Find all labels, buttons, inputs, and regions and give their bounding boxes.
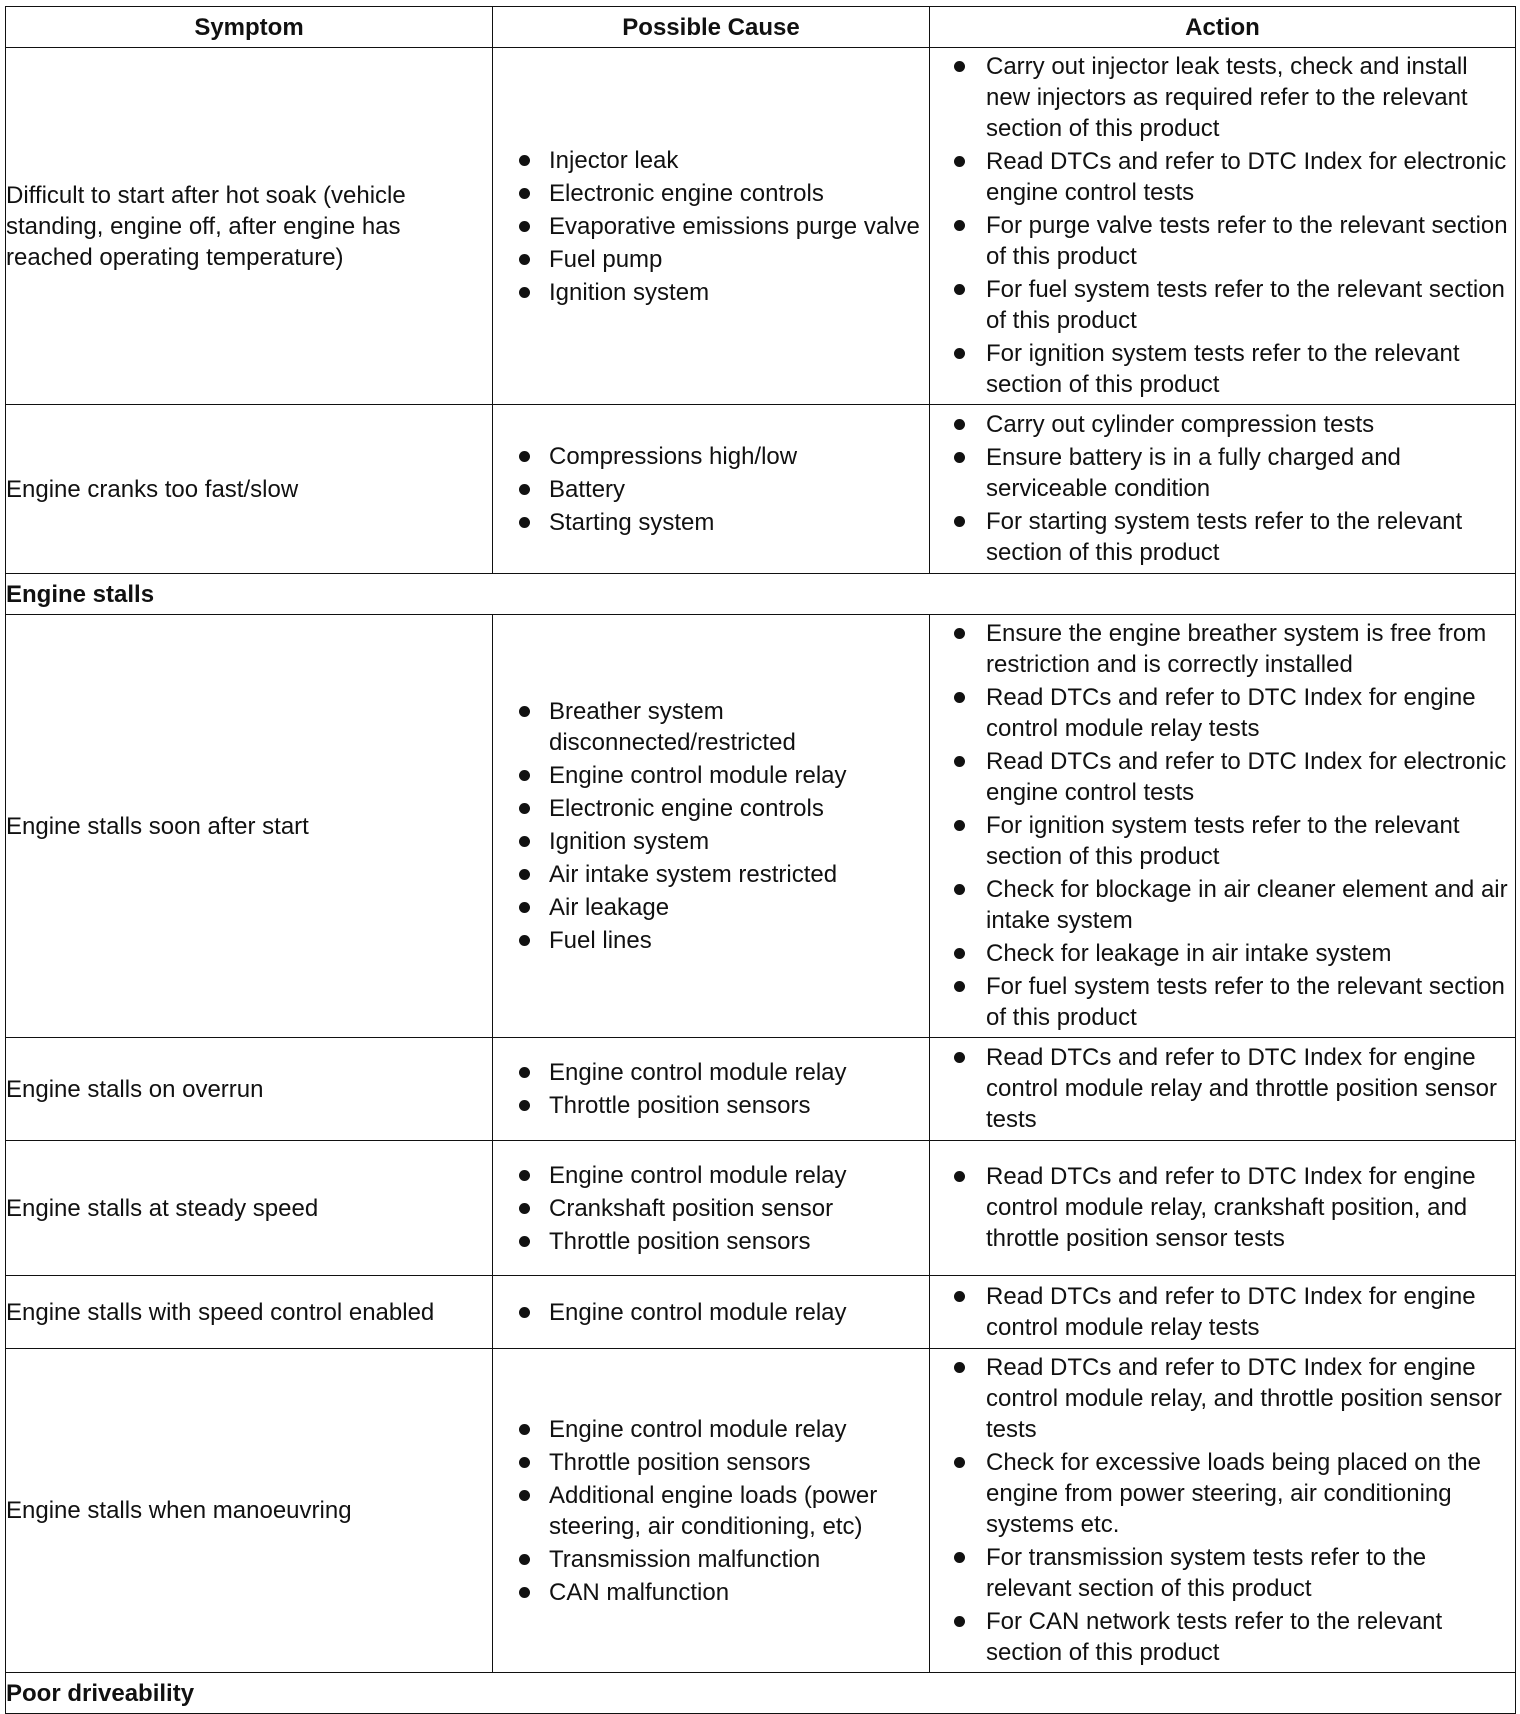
cause-list [493,435,929,544]
section-heading-poor-driveability: Poor driveability [6,1673,1516,1714]
action-item: For fuel system tests refer to the relevant section of this product [930,274,1515,336]
cause-item: Engine control module relay [493,1160,929,1191]
action-cell [930,1349,1516,1673]
action-item: Read DTCs and refer to DTC Index for engine control module relay tests [930,682,1515,744]
cause-item: Fuel pump [493,244,929,275]
action-item: Read DTCs and refer to DTC Index for engine control module relay, crankshaft position, and throttle position sensor tests [930,1161,1515,1254]
table-row [6,1141,1516,1276]
cause-item: Engine control module relay [493,760,929,791]
action-item: For purge valve tests refer to the relevant section of this product [930,210,1515,272]
section-row [6,1673,1516,1714]
cause-cell [493,1038,930,1141]
symptom-cell: Difficult to start after hot soak (vehicle standing, engine off, after engine has reached operating temperature) [6,48,493,405]
cause-item: Fuel lines [493,925,929,956]
action-cell [930,1038,1516,1141]
section-heading-engine-stalls: Engine stalls [6,574,1516,615]
cause-item: Breather system disconnected/restricted [493,696,929,758]
cause-item: Battery [493,474,929,505]
cause-item: Electronic engine controls [493,793,929,824]
cause-list [493,139,929,314]
action-list [930,48,1515,404]
action-cell [930,1276,1516,1349]
cause-item: Additional engine loads (power steering, air conditioning, etc) [493,1480,929,1542]
cause-item: Engine control module relay [493,1414,929,1445]
action-cell [930,615,1516,1038]
cause-item: Throttle position sensors [493,1447,929,1478]
header-row [6,7,1516,48]
section-row [6,574,1516,615]
action-item: Read DTCs and refer to DTC Index for engine control module relay tests [930,1281,1515,1343]
action-item: Check for leakage in air intake system [930,938,1515,969]
action-item: For ignition system tests refer to the relevant section of this product [930,810,1515,872]
cause-item: Injector leak [493,145,929,176]
cause-item: Compressions high/low [493,441,929,472]
cause-item: Electronic engine controls [493,178,929,209]
cause-cell [493,48,930,405]
action-item: Read DTCs and refer to DTC Index for engine control module relay and throttle position sensor tests [930,1042,1515,1135]
cause-cell [493,1349,930,1673]
action-list [930,1039,1515,1139]
action-item: For transmission system tests refer to the relevant section of this product [930,1542,1515,1604]
table-row [6,48,1516,405]
table-row [6,1276,1516,1349]
action-cell [930,405,1516,574]
header-action: Action [930,7,1516,48]
action-item: For starting system tests refer to the relevant section of this product [930,506,1515,568]
cause-item: Throttle position sensors [493,1226,929,1257]
symptom-cell: Engine stalls at steady speed [6,1141,493,1276]
action-item: Read DTCs and refer to DTC Index for electronic engine control tests [930,746,1515,808]
symptom-cell: Engine stalls with speed control enabled [6,1276,493,1349]
action-list [930,406,1515,572]
cause-item: Throttle position sensors [493,1090,929,1121]
action-item: Check for excessive loads being placed on the engine from power steering, air conditioning systems etc. [930,1447,1515,1540]
action-list [930,1349,1515,1672]
table-row [6,1038,1516,1141]
cause-item: Evaporative emissions purge valve [493,211,929,242]
cause-item: Air intake system restricted [493,859,929,890]
action-item: Ensure battery is in a fully charged and serviceable condition [930,442,1515,504]
table-row [6,1349,1516,1673]
symptom-cell: Engine stalls soon after start [6,615,493,1038]
diagnostic-table [5,6,1516,1714]
action-item: Carry out cylinder compression tests [930,409,1515,440]
action-list [930,615,1515,1037]
cause-cell [493,1276,930,1349]
action-item: For fuel system tests refer to the relevant section of this product [930,971,1515,1033]
cause-item: Crankshaft position sensor [493,1193,929,1224]
cause-item: Starting system [493,507,929,538]
table-row [6,405,1516,574]
symptom-cell: Engine stalls on overrun [6,1038,493,1141]
action-cell [930,48,1516,405]
action-list [930,1278,1515,1347]
cause-item: Ignition system [493,826,929,857]
cause-list [493,690,929,962]
cause-cell [493,405,930,574]
symptom-cell: Engine stalls when manoeuvring [6,1349,493,1673]
cause-list [493,1051,929,1127]
header-possible-cause: Possible Cause [493,7,930,48]
cause-list [493,1408,929,1614]
action-cell [930,1141,1516,1276]
action-item: Ensure the engine breather system is free from restriction and is correctly installed [930,618,1515,680]
action-item: Check for blockage in air cleaner element and air intake system [930,874,1515,936]
action-item: Read DTCs and refer to DTC Index for electronic engine control tests [930,146,1515,208]
action-item: For ignition system tests refer to the relevant section of this product [930,338,1515,400]
action-item: Read DTCs and refer to DTC Index for engine control module relay, and throttle position sensor tests [930,1352,1515,1445]
table-row [6,615,1516,1038]
cause-cell [493,1141,930,1276]
cause-cell [493,615,930,1038]
cause-item: Air leakage [493,892,929,923]
cause-item: Ignition system [493,277,929,308]
symptom-cell: Engine cranks too fast/slow [6,405,493,574]
header-symptom: Symptom [6,7,493,48]
cause-item: Engine control module relay [493,1057,929,1088]
action-list [930,1158,1515,1258]
cause-list [493,1154,929,1263]
cause-item: Engine control module relay [493,1297,929,1328]
action-item: Carry out injector leak tests, check and install new injectors as required refer to the relevant section of this product [930,51,1515,144]
action-item: For CAN network tests refer to the relevant section of this product [930,1606,1515,1668]
cause-item: CAN malfunction [493,1577,929,1608]
cause-list [493,1291,929,1334]
cause-item: Transmission malfunction [493,1544,929,1575]
